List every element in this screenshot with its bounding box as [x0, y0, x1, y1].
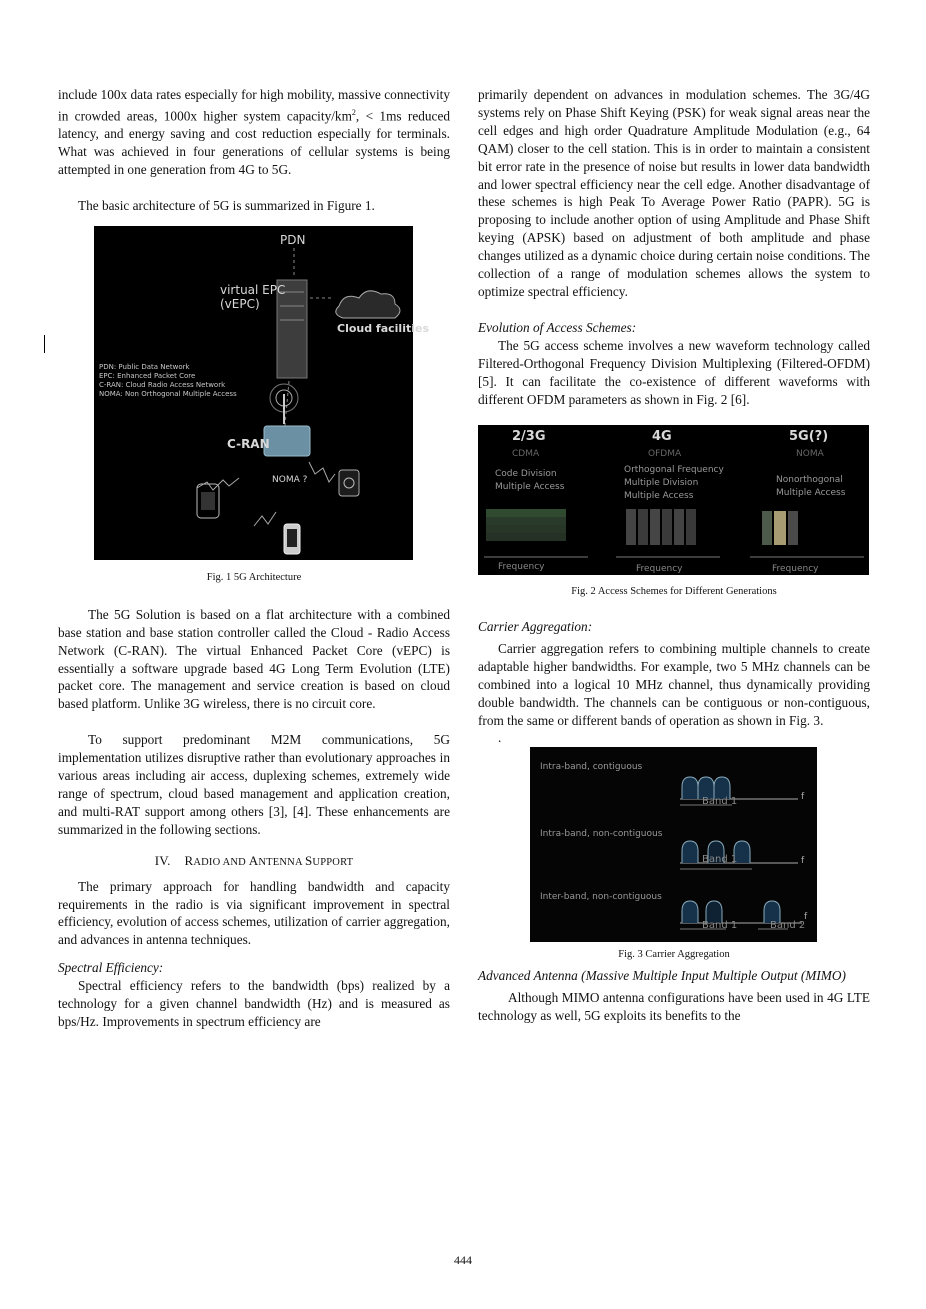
fig3-f-label-1: f	[801, 791, 805, 802]
noma-block-1	[762, 511, 772, 545]
fig2-cdma: CDMA	[512, 449, 540, 460]
fig2-gen-2-3g: 2/3G	[512, 429, 546, 445]
ofdma-subcarrier-2	[638, 509, 648, 545]
figure-2-caption: Fig. 2 Access Schemes for Different Generations	[571, 586, 777, 598]
ofdma-subcarrier-5	[674, 509, 684, 545]
cdma-band-2	[486, 517, 566, 525]
wireless-link-3	[254, 512, 276, 526]
spectral-efficiency-heading: Spectral Efficiency:	[58, 960, 164, 976]
fig1-legend: PDN: Public Data Network EPC: Enhanced Packet Core C-RAN: Cloud Radio Access Network NOMA: Non Orthogonal Multiple Access	[99, 362, 237, 398]
ofdma-subcarrier-6	[686, 509, 696, 545]
intro-paragraph: include 100x data rates especially for high mobility, massive connectivity in crowded areas, 1000x higher system capacity/$km^2$, < 1ms reduced latency, and energy saving and cost reduction especially for terminals. What was achieved in four generations of cellular systems is being attempted in one generation from 4G to 5G.	[58, 87, 451, 178]
solution-paragraph: The 5G Solution is based on a flat architecture with a combined base station and base station controller called the Cloud - Radio Access Network (C-RAN). The virtual Enhanced Packet Core (vEPC) is essentially a software upgrade based 4G Long Term Evolution (LTE) packet core. The management and service creation is based on cloud based platform. Unlike 3G wireless, there is no circuit core.	[58, 606, 450, 712]
fig2-noma-desc: Nonorthogonal Multiple Access	[776, 475, 846, 499]
right-column	[478, 86, 870, 1025]
carrier-paragraph: Carrier aggregation refers to combining multiple channels to create adaptable higher bandwidths. For example, two 5 MHz channels can be combined into a logical 10 MHz channel, thus dynamically providing double bandwidth. The channels can be contiguous or non-contiguous, from the same or different bands of operation as shown in Fig. 3.	[478, 641, 870, 728]
fig3-row2-label: Intra-band, non-contiguous	[540, 828, 663, 839]
cdma-band-3	[486, 525, 566, 533]
fig3-band1-label-2: Band 1	[702, 853, 738, 865]
noma-block-2	[774, 511, 786, 545]
cdma-band-4	[486, 533, 566, 541]
mimo-paragraph: Although MIMO antenna configurations have been used in 4G LTE technology as well, 5G exploits its benefits to the	[478, 989, 870, 1023]
fig2-frequency-label-1: Frequency	[498, 562, 545, 573]
fig2-gen-5g: 5G(?)	[789, 429, 829, 445]
figure-1-5g-architecture	[94, 226, 430, 560]
tablet-icon	[339, 470, 359, 496]
cran-box-icon	[264, 426, 310, 456]
figure-1-caption: Fig. 1 5G Architecture	[206, 571, 302, 583]
fig3-f-label-2: f	[801, 855, 805, 866]
figure-2-access-schemes	[478, 425, 869, 575]
fig3-carrier-1a	[682, 777, 698, 799]
wireless-link-2	[309, 462, 335, 482]
cloud-icon	[336, 291, 400, 318]
fig3-row1-label: Intra-band, contiguous	[540, 761, 643, 772]
access-paragraph: The 5G access scheme involves a new waveform technology called Filtered-Orthogonal Frequency Division Multiplexing (Filtered-OFDM) [5]. It can facilitate the co-existence of different waveforms with different OFDM parameters as shown in Fig. 2 [6].	[478, 337, 870, 407]
section-iv-heading: IV. RADIO AND ANTENNA SUPPORT	[154, 852, 354, 868]
ofdma-subcarrier-4	[662, 509, 672, 545]
spectral-paragraph: Spectral efficiency refers to the bandwidth (bps) realized by a technology for a given channel bandwidth (Hz) and is measured as bps/Hz. Improvements in spectrum efficiency are	[58, 978, 450, 1029]
fig2-ofdma-desc: Orthogonal Frequency Multiple Division Multiple Access	[624, 465, 724, 502]
cdma-band-1	[486, 509, 566, 517]
fig1-noma-label: NOMA ?	[272, 474, 308, 485]
figure-3-carrier-aggregation	[530, 747, 817, 942]
fig3-band2-label: Band 2	[770, 919, 806, 931]
ofdma-subcarrier-1	[626, 509, 636, 545]
fig2-noma: NOMA	[796, 449, 824, 460]
fig3-carrier-2a	[682, 841, 698, 863]
left-column	[58, 86, 450, 1031]
fig1-cloud-label: Cloud facilities	[337, 321, 430, 335]
fig3-row3-label: Inter-band, non-contiguous	[540, 891, 662, 902]
figure-3-caption: Fig. 3 Carrier Aggregation	[618, 948, 730, 960]
page-number: 444	[454, 1253, 472, 1267]
access-schemes-heading: Evolution of Access Schemes:	[478, 319, 637, 335]
carrier-aggregation-heading: Carrier Aggregation:	[478, 619, 593, 635]
radio-paragraph: The primary approach for handling bandwidth and capacity requirements in the radio is via significant improvement in spectral efficiency, evolution of access schemes, utilization of carrier aggregation, and advances in antenna techniques.	[58, 878, 450, 948]
noma-block-3	[788, 511, 798, 545]
m2m-paragraph: To support predominant M2M communications, 5G implementation utilizes disruptive rather than evolutionary approaches in various areas including air access, duplexing schemes, extremely wide range of spectrum, cloud based management and application creation, and multi-RAT support among others [3], [4]. These enhancements are summarized in the following sections.	[58, 732, 450, 837]
fig2-ofdma: OFDMA	[648, 449, 682, 460]
mimo-heading: Advanced Antenna (Massive Multiple Input Multiple Output (MIMO)	[478, 967, 846, 983]
stray-dot: .	[498, 729, 502, 745]
fig3-f-label-3: f	[804, 911, 808, 922]
fig1-pdn-label: PDN	[280, 232, 306, 247]
basic-architecture-sentence: The basic architecture of 5G is summarized in Figure 1.	[78, 197, 375, 213]
fig3-carrier-3a	[682, 901, 698, 923]
fig2-cdma-desc: Code Division Multiple Access	[495, 469, 565, 493]
fig3-band1-label-3: Band 1	[702, 919, 738, 931]
fig2-frequency-label-2: Frequency	[636, 564, 683, 575]
fig2-gen-4g: 4G	[652, 429, 672, 445]
fig3-band1-label-1: Band 1	[702, 795, 738, 807]
fig1-cran-label: C-RAN	[227, 436, 270, 451]
modulation-paragraph: primarily dependent on advances in modulation schemes. The 3G/4G systems rely on Phase Shift Keying (PSK) for weak signal areas near the cell edges and high order Quadrature Amplitude Modulation (e.g., 64 QAM) closer to the cell station. This is in order to maintain a consistent bit error rate in the presence of noise but results in lower data bandwidth and lower spectral efficiency near the cell edge. Another disadvantage of these schemes is high Peak To Average Power Ratio (PAPR). 5G is proposing to include another option of using Amplitude and Phase Shift keying (APSK) based on adjustment of both amplitude and phase changes utilized as a dynamic choice during certain noise conditions. The collection of a range of modulation schemes allows the system to optimize spectral efficiency.	[478, 87, 870, 299]
text-cursor	[44, 335, 45, 353]
fig2-frequency-label-3: Frequency	[772, 564, 819, 575]
fig1-vepc-label: virtual EPC (vEPC)	[220, 282, 286, 311]
ofdma-subcarrier-3	[650, 509, 660, 545]
